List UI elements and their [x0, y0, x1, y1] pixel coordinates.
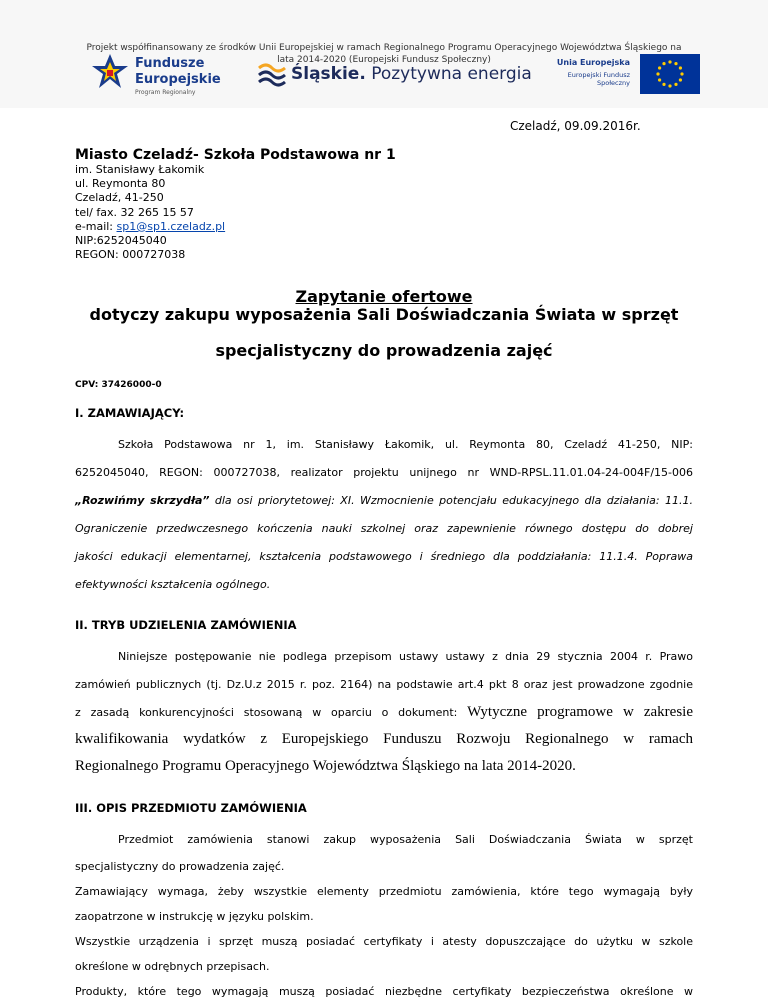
s2-line: zamówień publicznych (tj. Dz.U.z 2015 r. poz. 2164) na podstawie art.4 pkt 8 oraz jest prowadzone zgodnie: [75, 678, 693, 691]
s1-line-text: dla osi priorytetowej: XI. Wzmocnienie potencjału edukacyjnego dla działania: 11.1.: [209, 494, 694, 507]
organization-address: [75, 163, 225, 262]
s2-line-serif: Regionalnego Programu Operacyjnego Województwa Śląskiego na lata 2014-2020.: [75, 758, 576, 774]
eu-logo-line1: Unia Europejska: [556, 58, 630, 67]
project-line-1: Projekt współfinansowany ze środków Unii Europejskiej w ramach Regionalnego Programu Operacyjnego Województwa Śląskiego na: [86, 43, 682, 53]
email-link[interactable]: sp1@sp1.czeladz.pl: [116, 219, 226, 233]
slaskie-wave-icon: [257, 60, 287, 90]
regon-line: REGON: 000727038: [75, 248, 186, 262]
address-line: Czeladź, 41-250: [75, 191, 164, 205]
s2-line-serif: Wytyczne programowe w zakresie: [467, 704, 693, 720]
s3-line: Zamawiający wymaga, żeby wszystkie elementy przedmiotu zamówienia, które tego wymagają były: [75, 885, 693, 898]
eu-flag-icon: [640, 54, 700, 94]
eu-logo: [540, 54, 700, 98]
organization-title: Miasto Czeladź- Szkoła Podstawowa nr 1: [75, 147, 396, 163]
email-line: [75, 220, 225, 234]
slaskie-logo: [257, 56, 532, 96]
cpv-code: CPV: 37426000-0: [75, 380, 162, 390]
s2-line-serif: kwalifikowania wydatków z Europejskiego Funduszu Rozwoju Regionalnego w ramach: [75, 731, 693, 747]
title-line-2: dotyczy zakupu wyposażenia Sali Doświadczania Świata w sprzęt: [89, 305, 679, 324]
s1-line: 6252045040, REGON: 000727038, realizator projektu unijnego nr WND-RPSL.11.01.04-24-004F/15-006: [75, 466, 693, 479]
fe-logo-line3: Program Regionalny: [135, 89, 196, 96]
fundusze-europejskie-logo: [90, 52, 240, 100]
s1-line: jakości edukacji elementarnej, kształcenia podstawowego i średniego dla poddziałania: 11.1.4. Poprawa: [75, 550, 693, 563]
s2-line: [75, 704, 693, 721]
title-line-3: specjalistyczny do prowadzenia zajęć: [215, 341, 553, 360]
address-line: ul. Reymonta 80: [75, 177, 166, 191]
document-date: Czeladź, 09.09.2016r.: [510, 119, 641, 133]
section-2-heading: II. TRYB UDZIELENIA ZAMÓWIENIA: [75, 618, 297, 632]
address-line: tel/ fax. 32 265 15 57: [75, 205, 194, 219]
project-name: „Rozwińmy skrzydła”: [75, 494, 210, 507]
eu-logo-line2: Europejski Fundusz Społeczny: [567, 71, 630, 87]
s3-line: specjalistyczny do prowadzenia zajęć.: [75, 860, 285, 873]
nip-line: NIP:6252045040: [75, 234, 167, 248]
email-label: e-mail:: [75, 219, 117, 233]
s1-line: Szkoła Podstawowa nr 1, im. Stanisławy Łakomik, ul. Reymonta 80, Czeladź 41-250, NIP:: [118, 438, 693, 451]
fe-star-icon: [90, 52, 130, 92]
fe-logo-line1: Fundusze: [135, 56, 205, 71]
project-line-2: lata 2014-2020 (Europejski Fundusz Społeczny): [277, 55, 491, 65]
s1-line: [75, 494, 693, 507]
s1-line: Ograniczenie przedwczesnego kończenia nauki szkolnej oraz zapewnienie równego dostępu do dobrej: [75, 522, 693, 535]
s3-line: Wszystkie urządzenia i sprzęt muszą posiadać certyfikaty i atesty dopuszczające do użytku w szkole: [75, 935, 693, 948]
s2-line-text: z zasadą konkurencyjności stosowaną w oparciu o dokument:: [75, 706, 468, 719]
document-title: [60, 288, 708, 360]
s2-line: Niniejsze postępowanie nie podlega przepisom ustawy ustawy z dnia 29 stycznia 2004 r. Prawo: [118, 650, 693, 663]
s3-line: zaopatrzone w instrukcję w języku polskim.: [75, 910, 314, 923]
title-line-1: Zapytanie ofertowe: [295, 287, 473, 306]
s3-line: Produkty, które tego wymagają muszą posiadać niezbędne certyfikaty bezpieczeństwa określone w: [75, 985, 693, 998]
s3-line: Przedmiot zamówienia stanowi zakup wyposażenia Sali Doświadczania Świata w sprzęt: [118, 833, 693, 846]
section-3-heading: III. OPIS PRZEDMIOTU ZAMÓWIENIA: [75, 801, 307, 815]
address-line: im. Stanisławy Łakomik: [75, 163, 205, 176]
s3-line: określone w odrębnych przepisach.: [75, 960, 270, 973]
fe-logo-line2: Europejskie: [135, 72, 221, 87]
s1-line: efektywności kształcenia ogólnego.: [75, 578, 271, 591]
slaskie-logo-text: Śląskie. Pozytywna energia: [291, 64, 532, 84]
section-1-heading: I. ZAMAWIAJĄCY:: [75, 406, 185, 420]
